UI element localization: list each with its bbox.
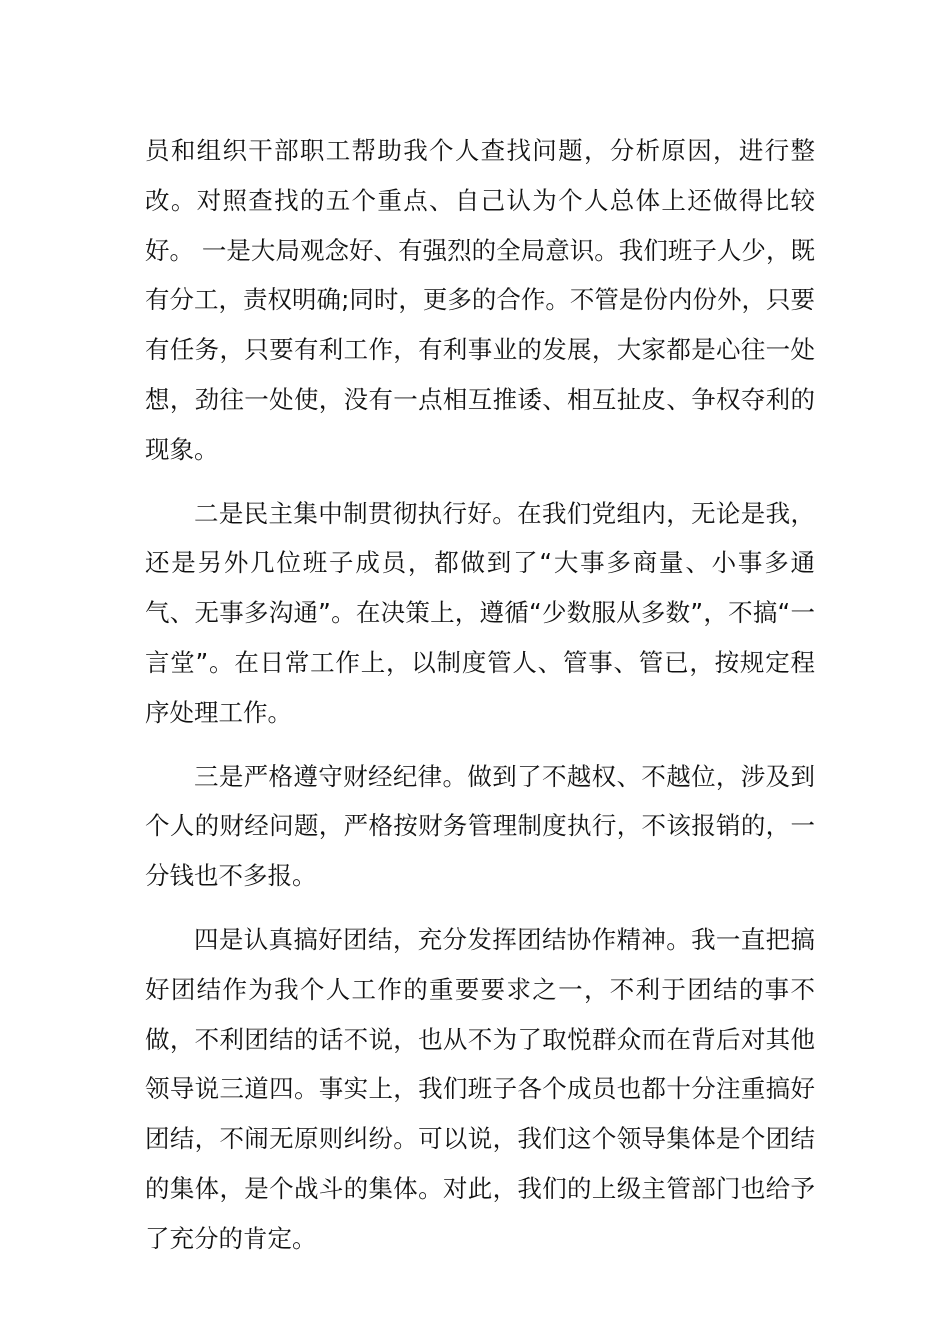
paragraph-3: 三是严格遵守财经纪律。做到了不越权、不越位，涉及到个人的财经问题，严格按财务管理制度执行，不该报销的，一分钱也不多报。 <box>145 761 815 891</box>
paragraph-2: 二是民主集中制贯彻执行好。在我们党组内，无论是我，还是另外几位班子成员，都做到了“大事多商量、小事多通气、无事多沟通”。在决策上，遵循“少数服从多数”，不搞“一言堂”。在日常工作上，以制度管人、管事、管已，按规定程序处理工作。 <box>145 498 815 727</box>
document-body <box>145 126 815 1278</box>
paragraph-4: 四是认真搞好团结，充分发挥团结协作精神。我一直把搞好团结作为我个人工作的重要要求之一，不利于团结的事不做，不利团结的话不说，也从不为了取悦群众而在背后对其他领导说三道四。事实上，我们班子各个成员也都十分注重搞好团结，不闹无原则纠纷。可以说，我们这个领导集体是个团结的集体，是个战斗的集体。对此，我们的上级主管部门也给予了充分的肯定。 <box>145 924 815 1253</box>
paragraph-1: 员和组织干部职工帮助我个人查找问题，分析原因，进行整改。对照查找的五个重点、自己认为个人总体上还做得比较好。 一是大局观念好、有强烈的全局意识。我们班子人少，既有分工，责权明确;同时，更多的合作。不管是份内份外，只要有任务，只要有利工作，有利事业的发展，大家都是心往一处想，劲往一处使，没有一点相互推诿、相互扯皮、争权夺利的现象。 <box>145 136 815 464</box>
